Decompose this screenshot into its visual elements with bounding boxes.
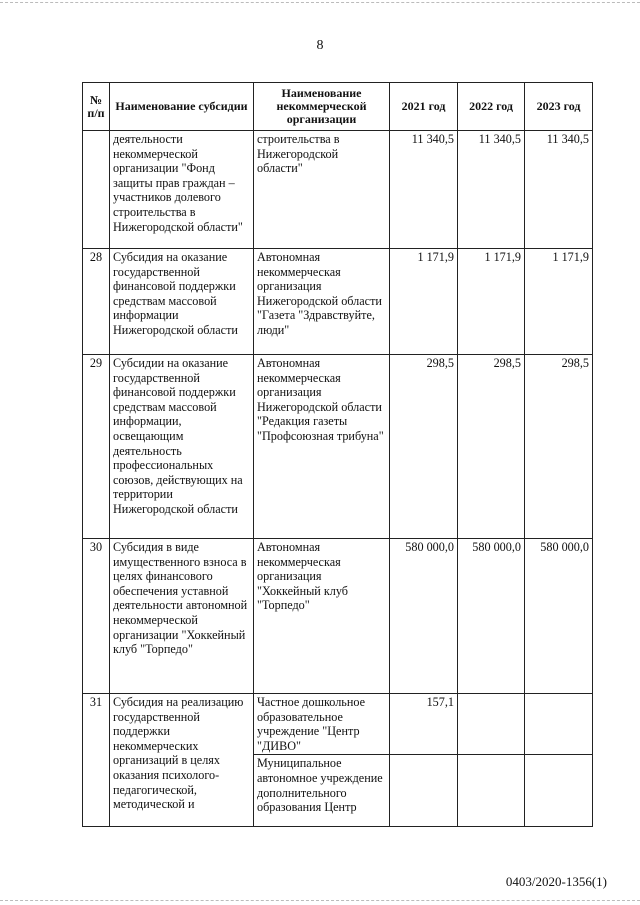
table-row [83,131,593,249]
page-number: 8 [316,38,324,53]
header-subsidy: Наименование субсидии [110,83,254,131]
row-organization: Муниципальное автономное учреждение дополнительного образования Центр [254,755,390,827]
row-num: 30 [83,539,110,694]
row-num [83,131,110,249]
subsidies-table [82,82,593,827]
row-organization: Автономная некоммерческая организация Нижегородской области "Газета "Здравствуйте, люди" [254,249,390,355]
row-value-2023: 11 340,5 [525,131,593,249]
row-num: 31 [83,694,110,827]
row-organization: Автономная некоммерческая организация Нижегородской области "Редакция газеты "Профсоюзная трибуна" [254,355,390,539]
header-num: № п/п [83,83,110,131]
row-value-2021 [390,755,458,827]
row-value-2022 [458,755,525,827]
row-organization: строительства в Нижегородской области" [254,131,390,249]
row-subsidy: Субсидия на реализацию государственной поддержки некоммерческих организаций в целях оказания психолого-педагогической, методической и [110,694,254,827]
row-value-2021: 580 000,0 [390,539,458,694]
row-value-2023: 580 000,0 [525,539,593,694]
row-value-2023 [525,694,593,755]
row-organization: Автономная некоммерческая организация "Хоккейный клуб "Торпедо" [254,539,390,694]
row-value-2022 [458,694,525,755]
row-value-2023: 298,5 [525,355,593,539]
bottom-scan-line [0,900,640,902]
row-value-2023: 1 171,9 [525,249,593,355]
table-row [83,694,593,755]
table-header-row [83,83,593,131]
row-value-2022: 1 171,9 [458,249,525,355]
top-scan-line [0,2,640,4]
header-2022: 2022 год [458,83,525,131]
row-subsidy: деятельности некоммерческой организации "Фонд защиты прав граждан – участников долевого строительства в Нижегородской области" [110,131,254,249]
row-value-2022: 11 340,5 [458,131,525,249]
row-subsidy: Субсидия в виде имущественного взноса в целях финансового обеспечения уставной деятельности автономной некоммерческой организации "Хоккейный клуб "Торпедо" [110,539,254,694]
row-value-2021: 1 171,9 [390,249,458,355]
row-value-2023 [525,755,593,827]
row-num: 28 [83,249,110,355]
header-2023: 2023 год [525,83,593,131]
row-value-2022: 298,5 [458,355,525,539]
header-organization: Наименование некоммерческой организации [254,83,390,131]
table-row [83,355,593,539]
row-subsidy: Субсидии на оказание государственной финансовой поддержки средствам массовой информации, освещающим деятельность профессиональных союзов, действующих на территории Нижегородской области [110,355,254,539]
row-value-2022: 580 000,0 [458,539,525,694]
table-row [83,249,593,355]
row-value-2021: 11 340,5 [390,131,458,249]
row-value-2021: 157,1 [390,694,458,755]
table-row [83,539,593,694]
row-organization: Частное дошкольное образовательное учреждение "Центр "ДИВО" [254,694,390,755]
row-subsidy: Субсидия на оказание государственной финансовой поддержки средствам массовой информации Нижегородской области [110,249,254,355]
row-value-2021: 298,5 [390,355,458,539]
document-code: 0403/2020-1356(1) [505,874,607,889]
header-2021: 2021 год [390,83,458,131]
row-num: 29 [83,355,110,539]
